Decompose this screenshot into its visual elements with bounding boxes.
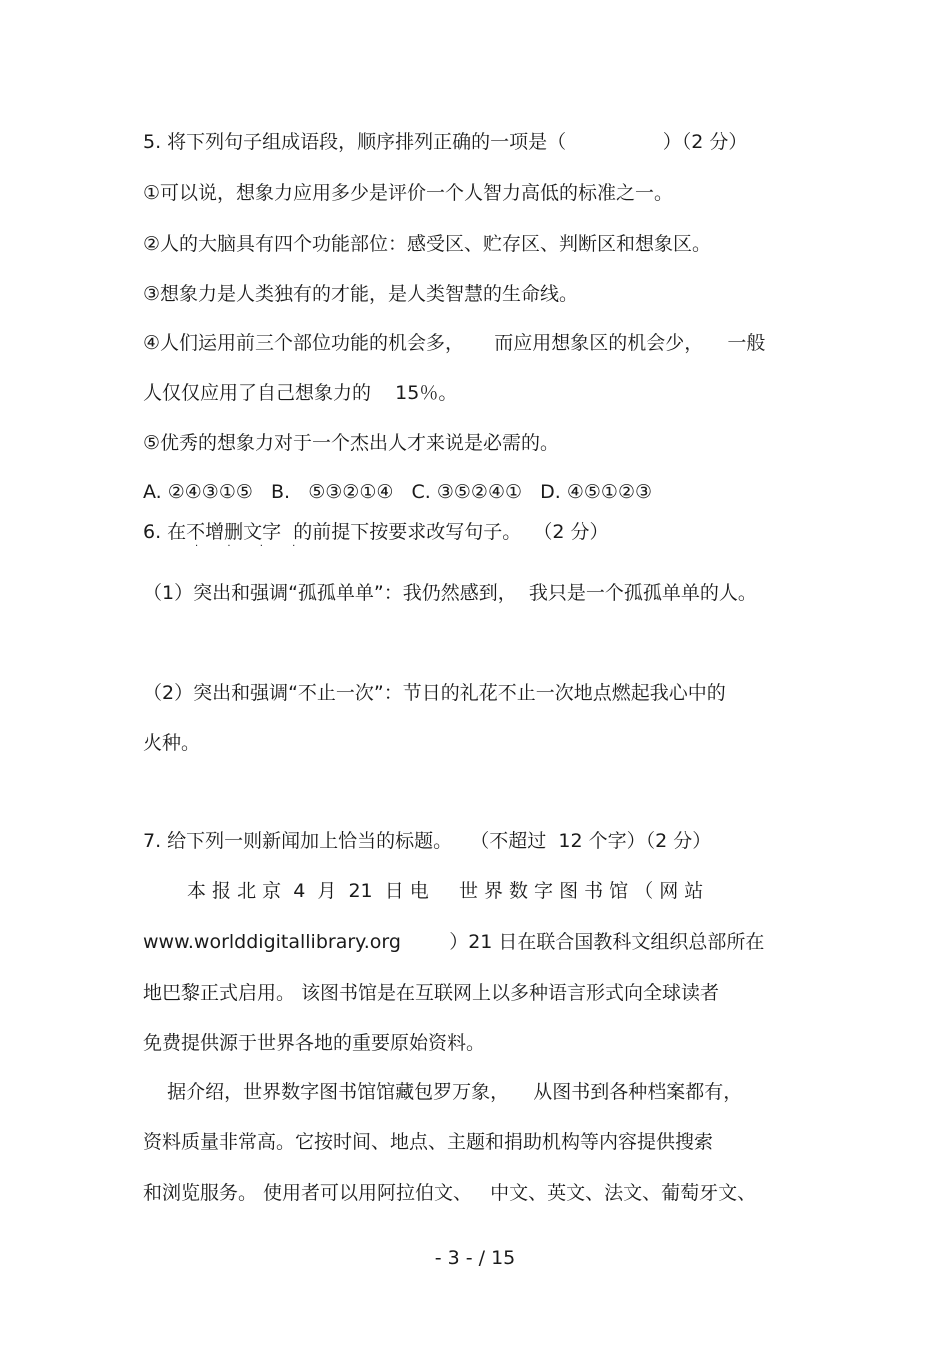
news-line-2: www.worlddigitallibrary.org ）21 日在联合国教科文组织总部所在	[143, 931, 765, 953]
q6-stem: 6. 在不增删文字 的前提下按要求改写句子。 （2 分）	[143, 521, 609, 543]
q5-sentence-4b: 人仅仅应用了自己想象力的 15％。	[143, 382, 458, 404]
news-line-6: 资料质量非常高。它按时间、地点、主题和捐助机构等内容提供搜索	[143, 1131, 714, 1153]
news-line-4: 免费提供源于世界各地的重要原始资料。	[143, 1032, 486, 1054]
news-line-5: 据介绍，世界数字图书馆馆藏包罗万象， 从图书到各种档案都有，	[155, 1081, 743, 1103]
q6-part-2a: （2）突出和强调“不止一次”：节日的礼花不止一次地点燃起我心中的	[143, 682, 726, 704]
q5-stem: 5. 将下列句子组成语段，顺序排列正确的一项是（ ）（2 分）	[143, 131, 748, 153]
news-line-7: 和浏览服务。 使用者可以用阿拉伯文、 中文、英文、法文、葡萄牙文、	[143, 1182, 757, 1204]
news-line-3: 地巴黎正式启用。 该图书馆是在互联网上以多种语言形式向全球读者	[143, 982, 720, 1004]
page-number: - 3 - / 15	[434, 1247, 516, 1269]
q5-sentence-4a: ④人们运用前三个部位功能的机会多， 而应用想象区的机会少， 一般	[143, 332, 766, 354]
q5-sentence-1: ①可以说，想象力应用多少是评价一个人智力高低的标准之一。	[143, 182, 674, 204]
q5-sentence-5: ⑤优秀的想象力对于一个杰出人才来说是必需的。	[143, 432, 560, 454]
q5-sentence-2: ②人的大脑具有四个功能部位：感受区、贮存区、判断区和想象区。	[143, 233, 712, 255]
q6-part-2b: 火种。	[143, 732, 201, 754]
q7-stem: 7. 给下列一则新闻加上恰当的标题。 （不超过 12 个字）（2 分）	[143, 830, 712, 852]
q6-part-1: （1）突出和强调“孤孤单单”：我仍然感到， 我只是一个孤孤单单的人。	[143, 582, 757, 604]
q5-options: A. ②④③①⑤ B. ⑤③②①④ C. ③⑤②④① D. ④⑤①②③	[143, 481, 653, 503]
news-line-1: 本 报 北 京 4 月 21 日 电 世 界 数 字 图 书 馆 （ 网 站	[187, 880, 704, 902]
emphasis-dots: · · · ·	[195, 541, 309, 552]
q5-sentence-3: ③想象力是人类独有的才能，是人类智慧的生命线。	[143, 283, 579, 305]
